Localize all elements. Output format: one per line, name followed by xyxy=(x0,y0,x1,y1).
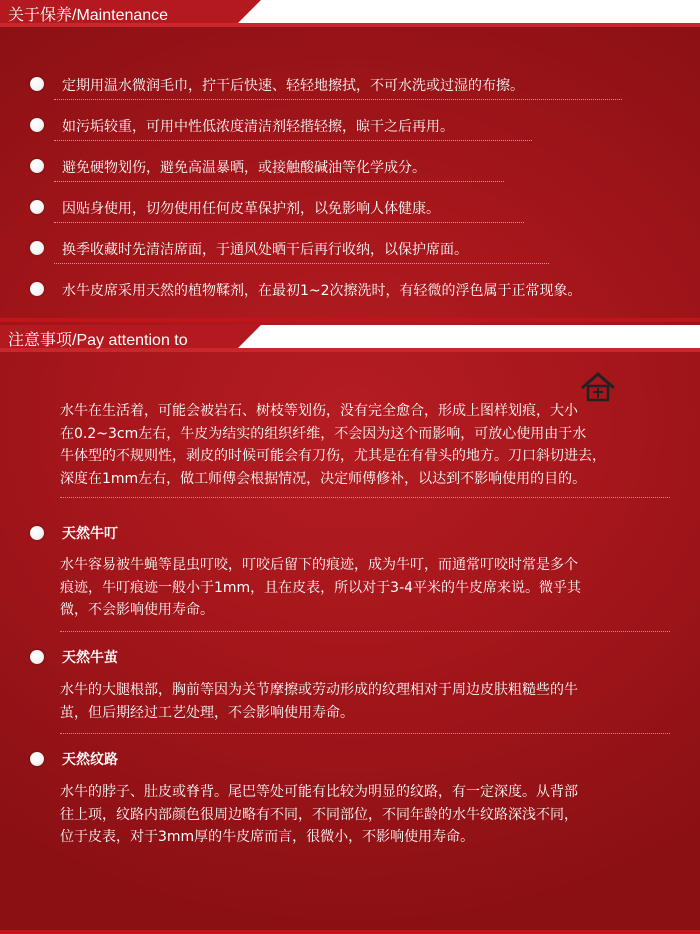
bottom-band xyxy=(0,930,700,934)
paragraph-line: 水牛在生活着，可能会被岩石、树枝等划伤，没有完全愈合，形成上图样划痕，大小 xyxy=(60,403,578,419)
bullet-icon xyxy=(30,200,44,214)
attention-arrows-icon: ►► xyxy=(659,327,680,340)
paragraph-line: 水牛的脖子、肚皮或脊背。尾巴等处可能有比较为明显的纹路，有一定深度。从背部 xyxy=(60,784,578,800)
maintenance-item-text: 因贴身使用，切勿使用任何皮革保护剂，以免影响人体健康。 xyxy=(62,201,440,217)
dotted-divider xyxy=(54,263,549,264)
paragraph-line: 在0.2~3cm左右，牛皮为结实的组织纤维，不会因为这个而影响，可放心使用由于水 xyxy=(60,425,587,442)
bullet-icon xyxy=(30,77,44,91)
subsection-title: 天然牛茧 xyxy=(62,650,118,666)
subsection-body xyxy=(60,554,670,622)
maintenance-item-text: 避免硬物划伤，避免高温暴晒，或接触酸碱油等化学成分。 xyxy=(62,160,426,176)
watermark-logo xyxy=(580,370,670,404)
maintenance-item-text: 定期用温水微润毛巾，拧干后快速、轻轻地擦拭，不可水洗或过湿的布擦。 xyxy=(62,78,524,94)
bullet-icon xyxy=(30,118,44,132)
dotted-divider xyxy=(60,497,670,498)
paragraph-line: 位于皮表，对于3mm厚的牛皮席而言，很微小，不影响使用寿命。 xyxy=(60,829,475,845)
dotted-divider xyxy=(60,631,670,632)
bullet-icon xyxy=(30,650,44,664)
dotted-divider xyxy=(54,99,622,100)
maintenance-item-text: 换季收藏时先清洁席面，于通风处晒干后再行收纳，以保护席面。 xyxy=(62,242,468,258)
paragraph-line: 往上项，纹路内部颜色很周边略有不同，不同部位，不同年龄的水牛纹路深浅不同， xyxy=(60,806,578,823)
subsection-title: 天然纹路 xyxy=(62,752,118,768)
bullet-icon xyxy=(30,526,44,540)
bullet-icon xyxy=(30,282,44,296)
maintenance-item-text: 水牛皮席采用天然的植物鞣剂，在最初1~2次擦洗时，有轻微的浮色属于正常现象。 xyxy=(62,283,582,299)
paragraph-line: 茧，但后期经过工艺处理，不会影响使用寿命。 xyxy=(60,704,354,721)
subsection-body xyxy=(60,781,670,849)
attention-title: 注意事项/Pay attention to xyxy=(8,332,188,349)
subsection-body xyxy=(60,679,670,724)
paragraph-line: 深度在1mm左右，做工师傅会根据情况，决定师傅修补，以达到不影响使用的目的。 xyxy=(60,470,587,487)
maintenance-title: 关于保养/Maintenance xyxy=(8,7,169,24)
house-logo-icon xyxy=(580,370,670,404)
bullet-icon xyxy=(30,752,44,766)
paragraph-line: 微，不会影响使用寿命。 xyxy=(60,602,214,618)
section-band xyxy=(0,318,700,322)
dotted-divider xyxy=(54,222,524,223)
dotted-divider xyxy=(54,181,504,182)
attention-header xyxy=(0,325,700,352)
bullet-icon xyxy=(30,159,44,173)
paragraph-line: 水牛容易被牛蝇等昆虫叮咬，叮咬后留下的痕迹，成为牛叮，而通常叮咬时常是多个 xyxy=(60,557,578,573)
bullet-icon xyxy=(30,241,44,255)
maintenance-header xyxy=(0,0,700,27)
paragraph-line: 牛体型的不规则性，剥皮的时候可能会有刀伤，尤其是在有骨头的地方。刀口斜切进去， xyxy=(60,448,606,464)
paragraph-line: 水牛的大腿根部，胸前等因为关节摩擦或劳动形成的纹理相对于周边皮肤粗糙些的牛 xyxy=(60,682,578,698)
maintenance-arrows-icon: ►► xyxy=(659,2,680,15)
dotted-divider xyxy=(60,733,670,734)
attention-intro xyxy=(60,400,670,490)
paragraph-line: 痕迹，牛叮痕迹一般小于1mm，且在皮表，所以对于3-4平米的牛皮席来说。微乎其 xyxy=(60,579,582,596)
dotted-divider xyxy=(54,140,532,141)
maintenance-item-text: 如污垢较重，可用中性低浓度清洁剂轻揩轻擦，晾干之后再用。 xyxy=(62,119,454,135)
subsection-title: 天然牛叮 xyxy=(62,526,118,542)
